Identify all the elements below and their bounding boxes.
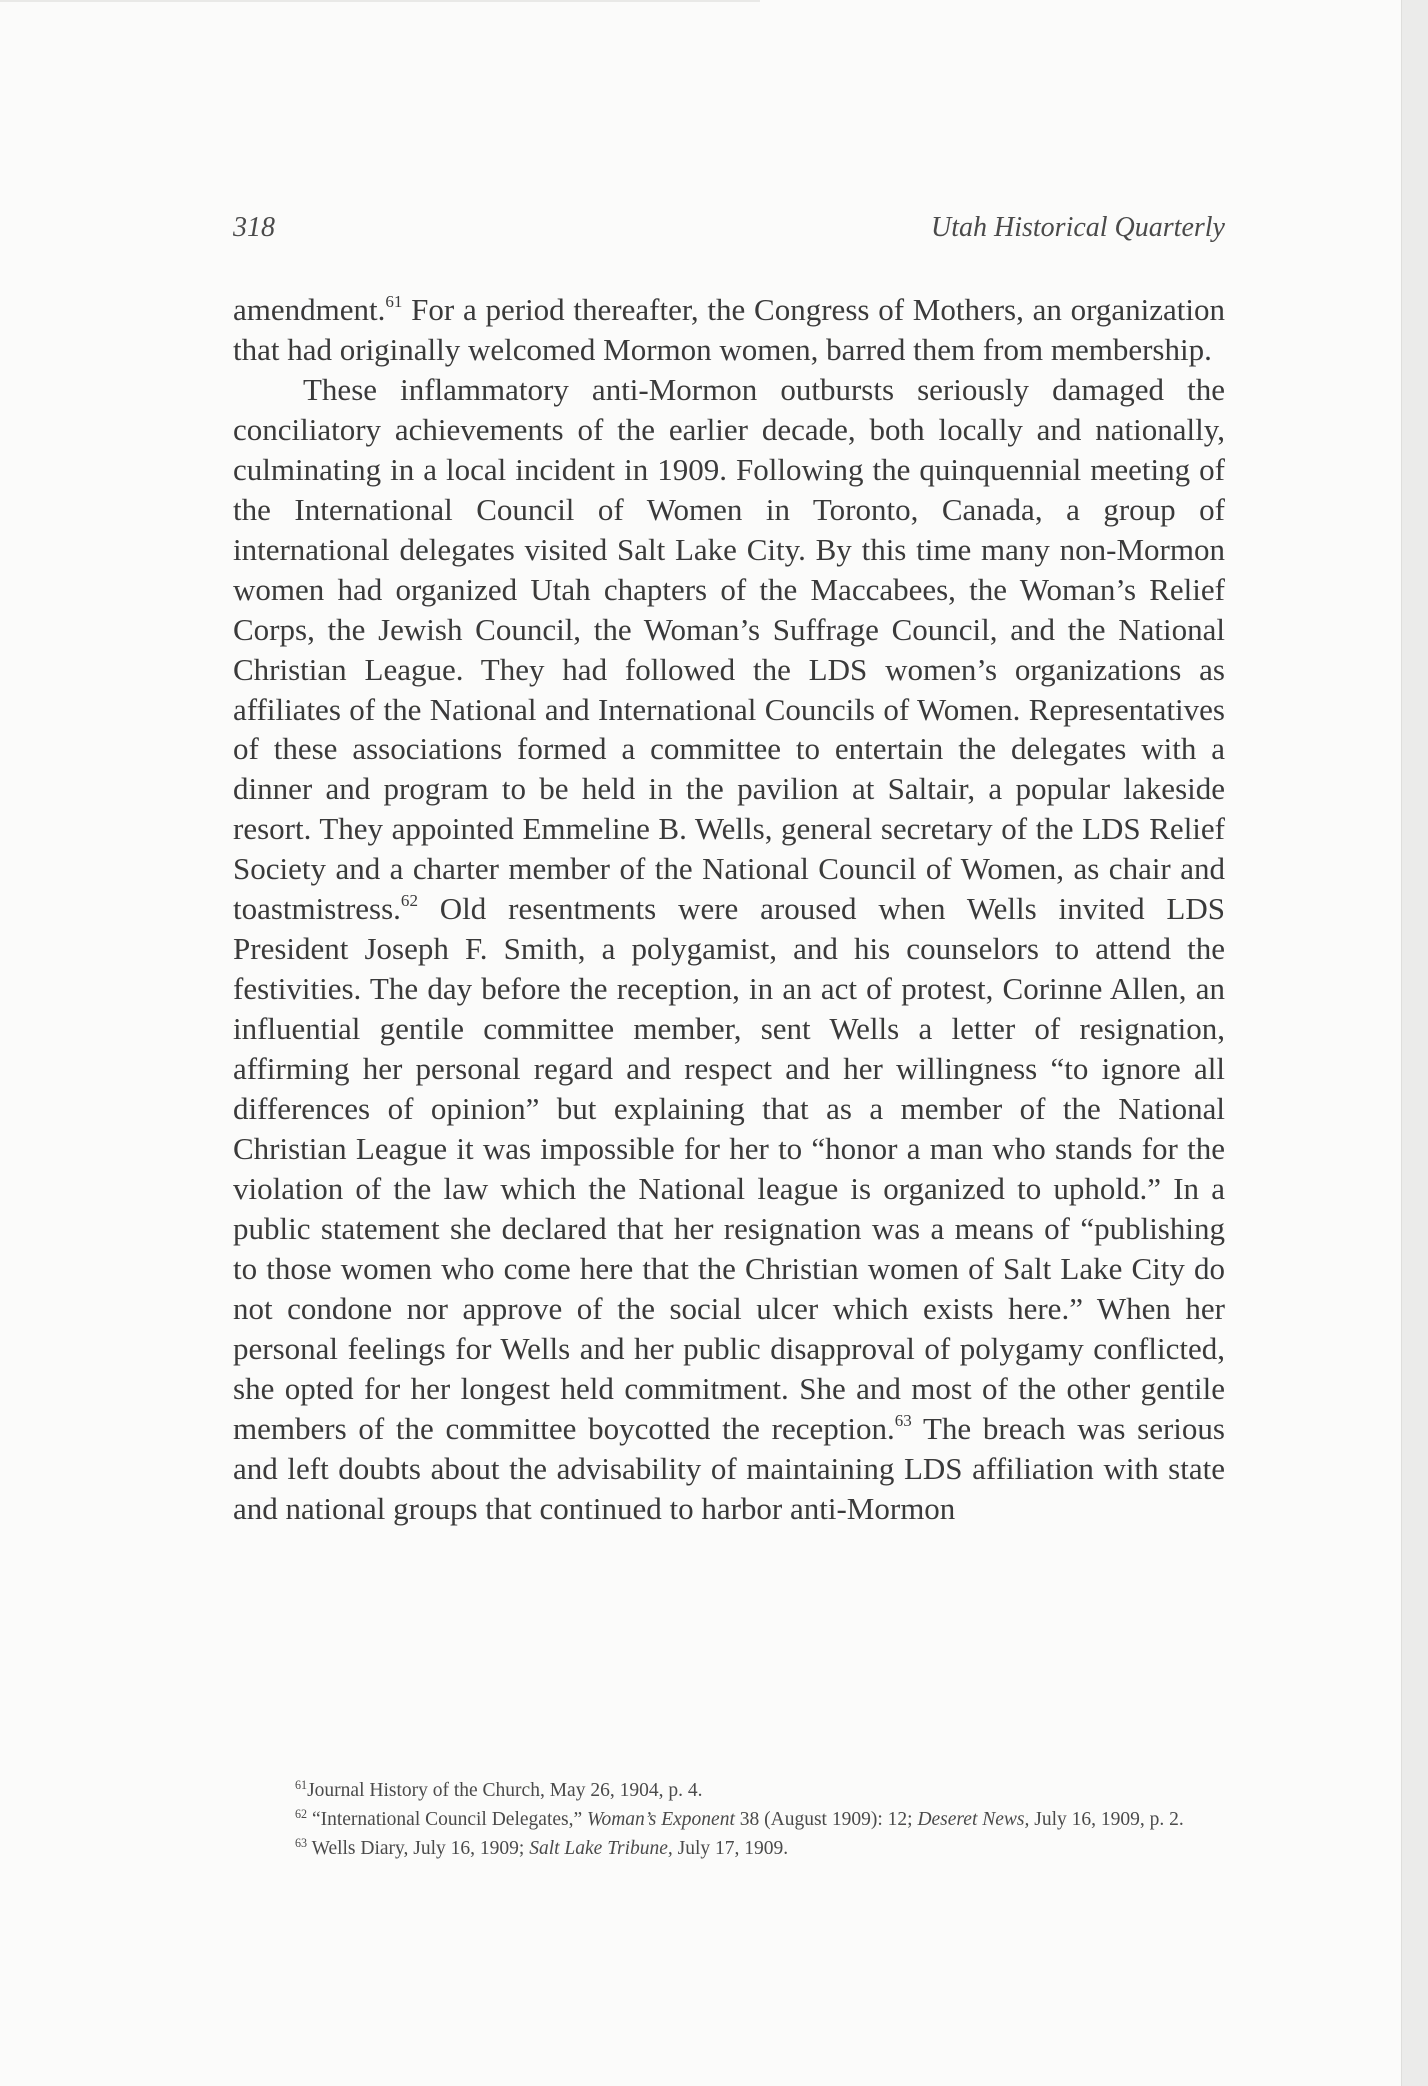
footnote [233, 1776, 1225, 1805]
page-number: 318 [233, 212, 275, 243]
text-run: These inflammatory anti-Mormon outbursts seriously damaged the conciliatory achievements of the earlier decade, both locally and nationally, culminating in a local incident in 1909. Following the quinquennial meeting of the International Council of Women in Toronto, Canada, a group of international delegates visited Salt Lake City. By this time many non-Mormon women had organized Utah chapters of the Maccabees, the Woman’s Relief Corps, the Jewish Council, the Woman’s Suffrage Council, and the National Christian League. They had followed the LDS women’s organizations as affiliates of the National and International Councils of Women. Representatives of these associations formed a committee to entertain the delegates with a dinner and program to be held in the pavilion at Saltair, a popular lakeside resort. They appointed Emmeline B. Wells, general secretary of the LDS Relief Society and a charter member of the National Council of Women, as chair and toastmistress. [233, 371, 1225, 927]
italic-title: Salt Lake Tribune, [529, 1838, 673, 1859]
text-run: July 17, 1909. [672, 1838, 789, 1859]
text-run: For a period thereafter, the Congress of Mothers, an organization that had originally welcomed Mormon women, barred them from membership. [233, 292, 1225, 367]
footnote [233, 1834, 1225, 1863]
journal-title: Utah Historical Quarterly [931, 212, 1225, 243]
text-run: amendment. [233, 292, 386, 327]
text-run: 38 (August 1909): 12; [734, 1809, 918, 1830]
text-run: Journal History of the Church, May 26, 1904, p. 4. [307, 1780, 703, 1801]
text-run: July 16, 1909, p. 2. [1029, 1809, 1184, 1830]
body-paragraph [233, 290, 1225, 370]
body-paragraph [233, 370, 1225, 1529]
footnote-marker: 61 [385, 292, 403, 312]
footnotes [233, 1776, 1225, 1863]
text-run: “International Council Delegates,” [307, 1809, 588, 1830]
footnote-marker: 63 [295, 1835, 308, 1850]
footnote-marker: 63 [894, 1410, 912, 1430]
italic-title: Deseret News, [917, 1809, 1030, 1830]
footnote [233, 1805, 1225, 1834]
footnote-marker: 61 [295, 1777, 308, 1792]
text-run: Old resentments were aroused when Wells invited LDS President Joseph F. Smith, a polygamist, and his counselors to attend the festivities. The day before the reception, in an act of protest, Corinne Allen, an influential gentile committee member, sent Wells a letter of resignation, affirming her personal regard and respect and her willingness “to ignore all differences of opinion” but explaining that as a member of the National Christian League it was impossible for her to “honor a man who stands for the violation of the law which the National league is organized to uphold.” In a public statement she declared that her resignation was a means of “publishing to those women who come here that the Christian women of Salt Lake City do not condone nor approve of the social ulcer which exists here.” When her personal feelings for Wells and her public disapproval of polygamy conflicted, she opted for her longest held commitment. She and most of the other gentile members of the committee boycotted the reception. [233, 891, 1225, 1446]
running-head [233, 212, 1225, 252]
article-body [233, 290, 1225, 1529]
page-right-margin-strip [1401, 0, 1428, 2086]
text-run: The breach was serious and left doubts about the advisability of maintaining LDS affiliation with state and national groups that continued to harbor anti-Mormon [233, 1410, 1225, 1526]
footnote-marker: 62 [400, 891, 418, 911]
text-run: Wells Diary, July 16, 1909; [307, 1838, 530, 1859]
italic-title: Woman’s Exponent [587, 1809, 735, 1830]
footnote-marker: 62 [295, 1806, 308, 1821]
page-top-edge [0, 0, 760, 2]
